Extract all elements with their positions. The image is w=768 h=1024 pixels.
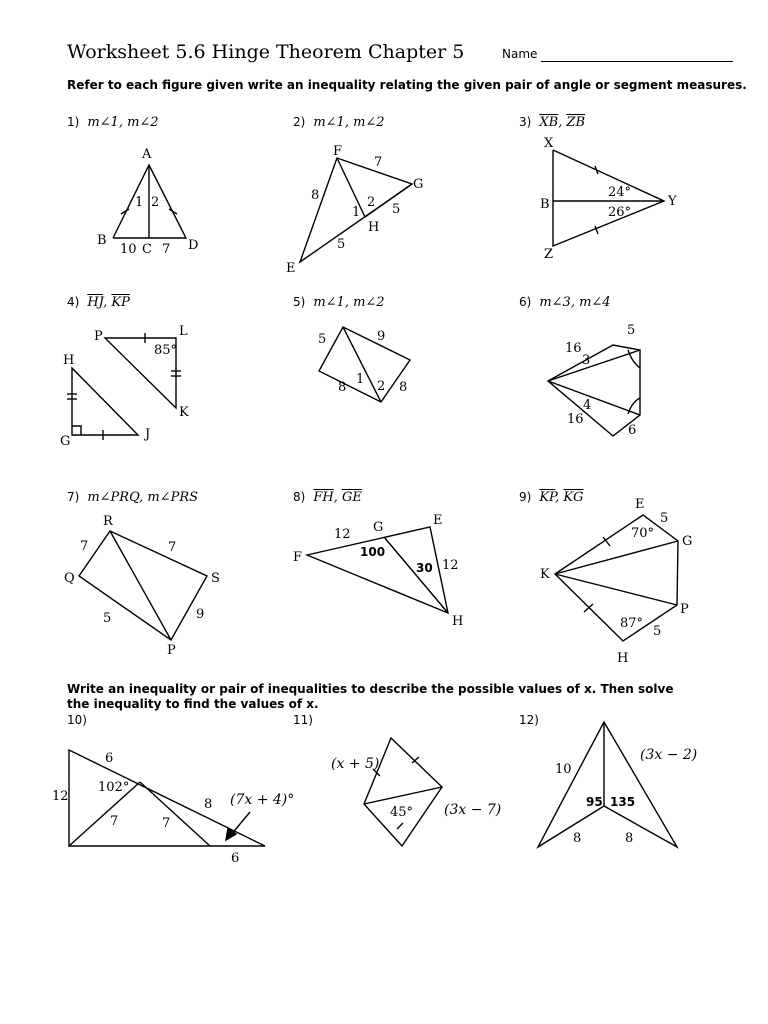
f8-label-g: G	[373, 520, 384, 535]
figure-11-diagram	[364, 738, 442, 846]
f5-angle-2: 2	[377, 379, 386, 394]
f11-expression-2: (3x − 7)	[444, 802, 502, 818]
problem-5-label: 5) m∠1, m∠2	[293, 295, 385, 310]
f9-label-g: G	[682, 534, 693, 549]
figure-9-diagram	[555, 515, 678, 641]
f2-side-fg: 7	[374, 155, 383, 170]
f2-label-g: G	[413, 177, 424, 192]
f2-angle-2: 2	[367, 195, 376, 210]
f1-label-d: D	[188, 238, 199, 253]
f1-label-a: A	[142, 147, 152, 162]
f3-label-z: Z	[544, 247, 554, 262]
f6-side-16-bottom: 16	[567, 412, 584, 427]
figure-7-diagram	[79, 531, 207, 640]
f12-expression: (3x − 2)	[640, 747, 698, 763]
f9-angle-70: 70°	[631, 526, 655, 541]
f9-label-h: H	[617, 651, 629, 666]
f7-label-s: S	[211, 571, 220, 586]
f11-expression-1: (x + 5)	[331, 756, 380, 772]
f2-label-h: H	[368, 220, 380, 235]
f3-label-b: B	[540, 197, 550, 212]
f5-side-8-right: 8	[399, 380, 408, 395]
f2-angle-1: 1	[352, 205, 361, 220]
problem-12-label: 12)	[519, 713, 539, 727]
f6-side-5: 5	[627, 323, 636, 338]
f8-label-h: H	[452, 614, 464, 629]
problem-4-label: 4) $\overline{HJ}$, $\overline{KP}$	[67, 295, 130, 310]
f7-label-p: P	[167, 643, 176, 658]
problem-3-label: 3) $\overline{XB}$, $\overline{ZB}$	[519, 115, 585, 130]
f4-label-l: L	[179, 324, 188, 339]
f8-label-e: E	[433, 513, 443, 528]
f10-side-left: 12	[52, 789, 69, 804]
figure-6-diagram	[548, 345, 640, 436]
problem-10-label: 10)	[67, 713, 87, 727]
f9-angle-87: 87°	[620, 616, 644, 631]
f10-angle-102: 102°	[98, 780, 130, 795]
f4-angle-85: 85°	[154, 343, 178, 358]
f7-label-q: Q	[64, 571, 75, 586]
f3-label-x: X	[544, 136, 554, 151]
f7-side-qp: 5	[103, 611, 112, 626]
f10-side-7-right: 7	[162, 816, 171, 831]
f5-side-5: 5	[318, 332, 327, 347]
instructions-part-1: Refer to each figure given write an inequality relating the given pair of angle or segment measures.	[67, 78, 747, 92]
f8-angle-30: 30	[416, 561, 433, 575]
f6-side-6: 6	[628, 423, 637, 438]
problem-9-label: 9) $\overline{KP}$, $\overline{KG}$	[519, 490, 584, 505]
problem-6-label: 6) m∠3, m∠4	[519, 295, 611, 310]
f12-side-10: 10	[555, 762, 572, 777]
f1-label-b: B	[97, 233, 107, 248]
f7-label-r: R	[103, 514, 113, 529]
f1-label-c: C	[142, 242, 152, 257]
f2-side-eh: 5	[337, 237, 346, 252]
f10-side-7-left: 7	[110, 814, 119, 829]
problem-7-label: 7) m∠PRQ, m∠PRS	[67, 490, 199, 505]
f9-side-hp: 5	[653, 624, 662, 639]
f6-side-16-top: 16	[565, 341, 582, 356]
f1-angle-2: 2	[151, 195, 160, 210]
f9-label-e: E	[635, 497, 645, 512]
f2-label-e: E	[286, 261, 296, 276]
f10-side-8: 8	[204, 797, 213, 812]
name-label: Name	[502, 47, 538, 61]
f6-angle-4: 4	[583, 398, 592, 413]
f8-side-fg: 12	[334, 527, 351, 542]
instructions-part-2: Write an inequality or pair of inequalities to describe the possible values of x. Then solve the inequality to find the values of x.	[67, 682, 674, 711]
f7-side-sp: 9	[196, 607, 205, 622]
f12-side-8-right: 8	[625, 831, 634, 846]
f9-label-k: K	[540, 567, 550, 582]
f3-angle-26: 26°	[608, 205, 632, 220]
f4-label-j: J	[145, 427, 151, 442]
f9-side-eg: 5	[660, 511, 669, 526]
f10-side-bottom: 6	[231, 851, 240, 866]
f1-side-7: 7	[162, 242, 171, 257]
f4-label-k: K	[179, 405, 189, 420]
figure-1-triangle	[113, 165, 186, 238]
f5-side-9: 9	[377, 329, 386, 344]
f2-label-f: F	[333, 144, 343, 159]
f3-angle-24: 24°	[608, 185, 632, 200]
f8-side-eh: 12	[442, 558, 459, 573]
f7-side-rq: 7	[80, 539, 89, 554]
worksheet-title: Worksheet 5.6 Hinge Theorem Chapter 5	[67, 41, 465, 63]
f12-side-8-left: 8	[573, 831, 582, 846]
figure-12-diagram	[538, 722, 677, 847]
f1-side-10: 10	[120, 242, 137, 257]
f7-side-rs: 7	[168, 540, 177, 555]
f4-label-g: G	[60, 434, 71, 449]
f6-angle-3: 3	[582, 353, 591, 368]
f8-angle-100: 100	[360, 545, 386, 559]
f9-label-p: P	[680, 602, 689, 617]
figure-5-diagram	[319, 327, 410, 402]
f5-angle-1: 1	[356, 372, 365, 387]
f12-angle-135: 135	[610, 795, 636, 809]
f3-label-y: Y	[668, 194, 677, 209]
f12-angle-95: 95	[586, 795, 603, 809]
f2-side-gh: 5	[392, 202, 401, 217]
f11-angle-45: 45°	[390, 805, 414, 820]
problem-2-label: 2) m∠1, m∠2	[293, 115, 385, 130]
problem-1-label: 1) m∠1, m∠2	[67, 115, 159, 130]
f1-angle-1: 1	[135, 195, 144, 210]
f4-label-p: P	[94, 329, 103, 344]
problem-8-label: 8) $\overline{FH}$, $\overline{GE}$	[293, 490, 362, 505]
f4-label-h: H	[63, 353, 75, 368]
f8-label-f: F	[293, 550, 303, 565]
f5-side-8-left: 8	[338, 380, 347, 395]
f2-side-fe: 8	[311, 188, 320, 203]
problem-11-label: 11)	[293, 713, 313, 727]
f10-side-top: 6	[105, 751, 114, 766]
f10-expression: (7x + 4)°	[230, 792, 295, 808]
